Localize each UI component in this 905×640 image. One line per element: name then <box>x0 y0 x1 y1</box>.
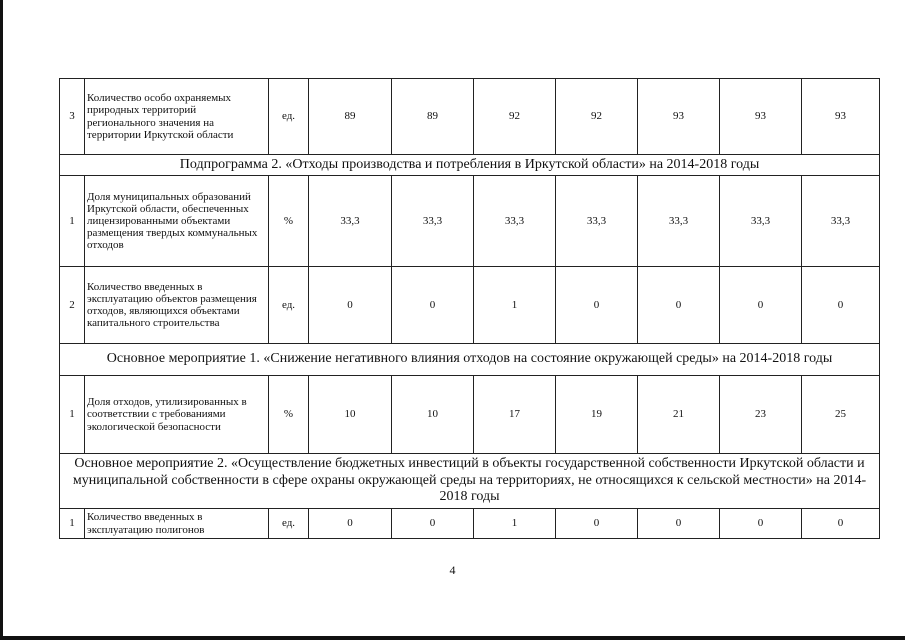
value-cell: 92 <box>474 79 556 155</box>
value-cell: 0 <box>802 509 880 539</box>
value-cell: 0 <box>392 509 474 539</box>
value-cell: 33,3 <box>556 176 638 267</box>
value-cell: 0 <box>556 509 638 539</box>
table-row <box>60 267 880 344</box>
unit-cell: ед. <box>269 509 309 539</box>
unit-cell: ед. <box>269 79 309 155</box>
value-cell: 93 <box>802 79 880 155</box>
section-heading: Подпрограмма 2. «Отходы производства и потребления в Иркутской области» на 2014-2018 годы <box>60 155 880 176</box>
value-cell: 1 <box>474 509 556 539</box>
unit-cell: ед. <box>269 267 309 344</box>
unit-cell: % <box>269 176 309 267</box>
value-cell: 21 <box>638 376 720 454</box>
row-number: 1 <box>60 509 85 539</box>
value-cell: 89 <box>392 79 474 155</box>
value-cell: 33,3 <box>474 176 556 267</box>
value-cell: 93 <box>638 79 720 155</box>
scan-bottom-edge <box>0 636 905 640</box>
table-row <box>60 509 880 539</box>
value-cell: 33,3 <box>720 176 802 267</box>
value-cell: 17 <box>474 376 556 454</box>
table-row <box>60 376 880 454</box>
row-number: 3 <box>60 79 85 155</box>
value-cell: 10 <box>309 376 392 454</box>
section-row <box>60 344 880 376</box>
value-cell: 33,3 <box>392 176 474 267</box>
section-heading: Основное мероприятие 2. «Осуществление бюджетных инвестиций в объекты государственной собственности Иркутской области и муниципальной собственности в сфере охраны окружающей среды на территориях, не относящихся к сельской местности» на 2014-2018 годы <box>60 454 880 509</box>
row-number: 1 <box>60 176 85 267</box>
indicators-table <box>59 78 880 539</box>
value-cell: 0 <box>638 509 720 539</box>
section-heading: Основное мероприятие 1. «Снижение негативного влияния отходов на состояние окружающей среды» на 2014-2018 годы <box>60 344 880 376</box>
value-cell: 0 <box>309 509 392 539</box>
section-row <box>60 155 880 176</box>
table-row <box>60 176 880 267</box>
value-cell: 33,3 <box>802 176 880 267</box>
unit-cell: % <box>269 376 309 454</box>
section-row <box>60 454 880 509</box>
value-cell: 89 <box>309 79 392 155</box>
value-cell: 23 <box>720 376 802 454</box>
scan-left-edge <box>0 0 3 640</box>
value-cell: 25 <box>802 376 880 454</box>
row-number: 2 <box>60 267 85 344</box>
indicator-name: Доля муниципальных образований Иркутской области, обеспеченных лицензированными объектами размещения твердых коммунальных отходов <box>85 176 269 267</box>
value-cell: 0 <box>720 509 802 539</box>
value-cell: 0 <box>392 267 474 344</box>
page-number: 4 <box>449 563 456 577</box>
table-row <box>60 79 880 155</box>
value-cell: 92 <box>556 79 638 155</box>
value-cell: 0 <box>309 267 392 344</box>
value-cell: 1 <box>474 267 556 344</box>
value-cell: 19 <box>556 376 638 454</box>
value-cell: 33,3 <box>638 176 720 267</box>
value-cell: 0 <box>802 267 880 344</box>
indicator-name: Количество введенных в эксплуатацию объектов размещения отходов, являющихся объектами капитального строительства <box>85 267 269 344</box>
value-cell: 33,3 <box>309 176 392 267</box>
value-cell: 0 <box>556 267 638 344</box>
value-cell: 0 <box>720 267 802 344</box>
indicator-name: Количество особо охраняемых природных территорий регионального значения на территории Иркутской области <box>85 79 269 155</box>
indicator-name: Доля отходов, утилизированных в соответствии с требованиями экологической безопасности <box>85 376 269 454</box>
row-number: 1 <box>60 376 85 454</box>
value-cell: 10 <box>392 376 474 454</box>
indicator-name: Количество введенных в эксплуатацию полигонов <box>85 509 269 539</box>
value-cell: 93 <box>720 79 802 155</box>
value-cell: 0 <box>638 267 720 344</box>
